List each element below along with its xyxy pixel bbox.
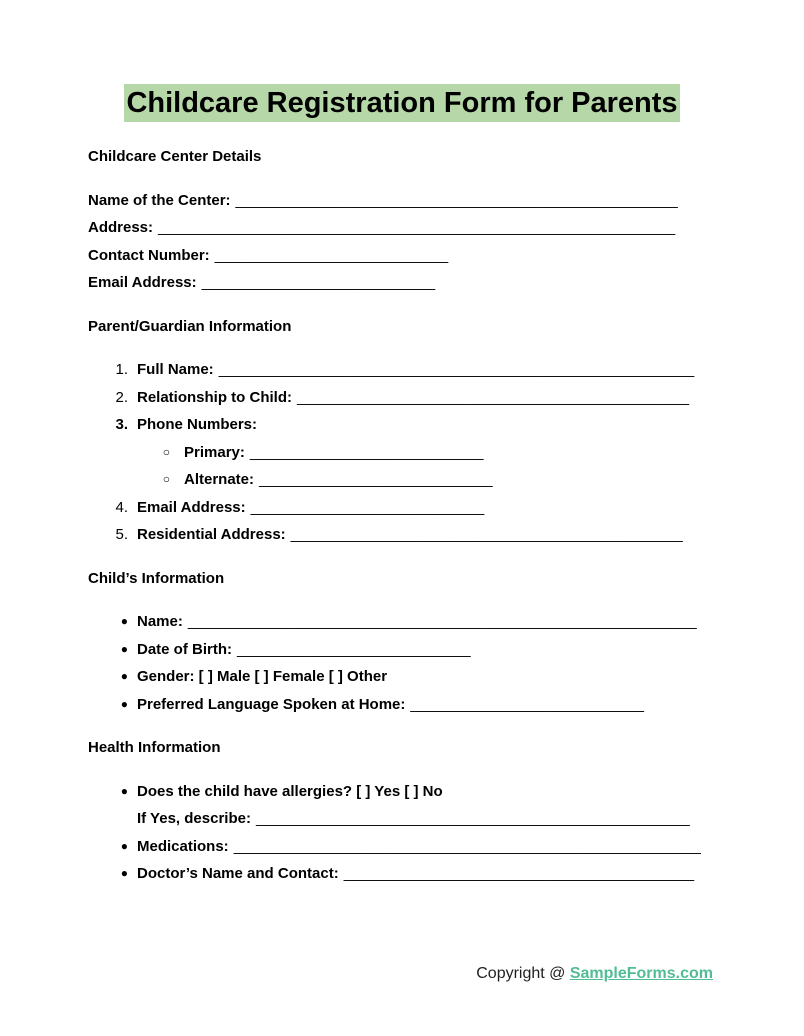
row-label: Name of the Center: <box>88 191 231 209</box>
list-number: 5. <box>115 526 128 543</box>
bullet-icon: ● <box>120 866 128 880</box>
form-row <box>88 494 716 522</box>
brand-link[interactable]: SampleForms.com <box>569 965 713 982</box>
blank-line[interactable]: __________________________________________ <box>343 865 695 882</box>
bullet-icon: ● <box>120 783 128 798</box>
list-number: 2. <box>115 388 128 406</box>
form-row <box>88 411 716 439</box>
blank-line[interactable]: _____________________________________________________________ <box>187 613 697 630</box>
list-number: 3. <box>115 416 128 433</box>
row-label: Does the child have allergies? [ ] Yes [ ] No <box>137 782 443 800</box>
list-number: 4. <box>115 498 128 516</box>
row-label: Address: <box>88 219 154 236</box>
form-row <box>88 356 716 384</box>
row-label: Primary: <box>184 443 245 461</box>
row-label: Preferred Language Spoken at Home: <box>137 695 406 713</box>
form-row <box>88 833 716 861</box>
copyright-text: Copyright @ <box>476 965 570 982</box>
form-row <box>88 269 716 297</box>
row-label: Medications: <box>137 837 229 855</box>
blank-line[interactable]: _______________________________________________ <box>290 526 683 543</box>
form-row <box>88 242 716 270</box>
row-label: Date of Birth: <box>137 640 232 658</box>
form-row <box>88 521 716 549</box>
section <box>88 143 716 297</box>
form-row <box>88 187 716 215</box>
section <box>88 734 716 888</box>
row-label: Phone Numbers: <box>137 416 258 433</box>
blank-line[interactable]: ____________________________ <box>214 246 449 264</box>
section-rows <box>88 778 716 888</box>
form-row <box>88 466 716 494</box>
circle-bullet-icon: ○ <box>162 444 170 459</box>
row-label: Contact Number: <box>88 246 210 264</box>
blank-line[interactable]: ____________________________ <box>250 498 485 516</box>
section-rows <box>88 356 716 549</box>
blank-line[interactable]: ______________________________________________________________ <box>158 219 676 236</box>
footer <box>476 963 713 985</box>
blank-line[interactable]: _____________________________________________________ <box>235 191 678 209</box>
blank-line[interactable]: ________________________________________________________ <box>233 837 701 855</box>
row-label: Name: <box>137 613 183 630</box>
form-row <box>88 778 716 806</box>
blank-line[interactable]: _________________________________________________________ <box>218 361 695 378</box>
bullet-icon: ● <box>120 696 128 711</box>
section <box>88 313 716 549</box>
bullet-icon: ● <box>120 669 128 683</box>
blank-line[interactable]: ____________________________ <box>410 695 644 713</box>
blank-line[interactable]: ____________________________ <box>201 274 436 291</box>
form-row <box>88 805 716 833</box>
row-label: Alternate: <box>184 471 255 488</box>
section-heading: Health Information <box>88 739 221 756</box>
row-label: Gender: [ ] Male [ ] Female [ ] Other <box>137 668 388 685</box>
form-row <box>88 663 716 691</box>
bullet-icon: ● <box>120 641 128 656</box>
section-heading: Child’s Information <box>88 569 225 587</box>
section-heading: Childcare Center Details <box>88 148 262 165</box>
section-heading: Parent/Guardian Information <box>88 317 292 335</box>
row-label: Residential Address: <box>137 526 286 543</box>
form-row <box>88 439 716 467</box>
section-rows <box>88 608 716 718</box>
form-row <box>88 691 716 719</box>
circle-bullet-icon: ○ <box>162 472 170 486</box>
blank-line[interactable]: ____________________________ <box>249 443 484 461</box>
form-row <box>88 860 716 888</box>
row-label: Doctor’s Name and Contact: <box>137 865 339 882</box>
row-label: Email Address: <box>137 498 246 516</box>
row-label: Relationship to Child: <box>137 388 292 406</box>
form-row <box>88 608 716 636</box>
bullet-icon: ● <box>120 614 128 628</box>
row-label: Email Address: <box>88 274 197 291</box>
sections <box>88 143 716 888</box>
page-title: Childcare Registration Form for Parents <box>124 84 679 122</box>
form-row <box>88 384 716 412</box>
title-row <box>88 84 716 127</box>
row-label: Full Name: <box>137 361 214 378</box>
list-number: 1. <box>115 361 128 378</box>
bullet-icon: ● <box>120 838 128 853</box>
form-row <box>88 214 716 242</box>
section-rows <box>88 187 716 297</box>
form-row <box>88 636 716 664</box>
blank-line[interactable]: ____________________________ <box>237 640 471 658</box>
blank-line[interactable]: _______________________________________________ <box>297 388 690 406</box>
section <box>88 565 716 719</box>
blank-line[interactable]: ____________________________ <box>259 471 493 488</box>
row-label: If Yes, describe: <box>137 810 251 827</box>
blank-line[interactable]: ____________________________________________________ <box>255 810 690 827</box>
